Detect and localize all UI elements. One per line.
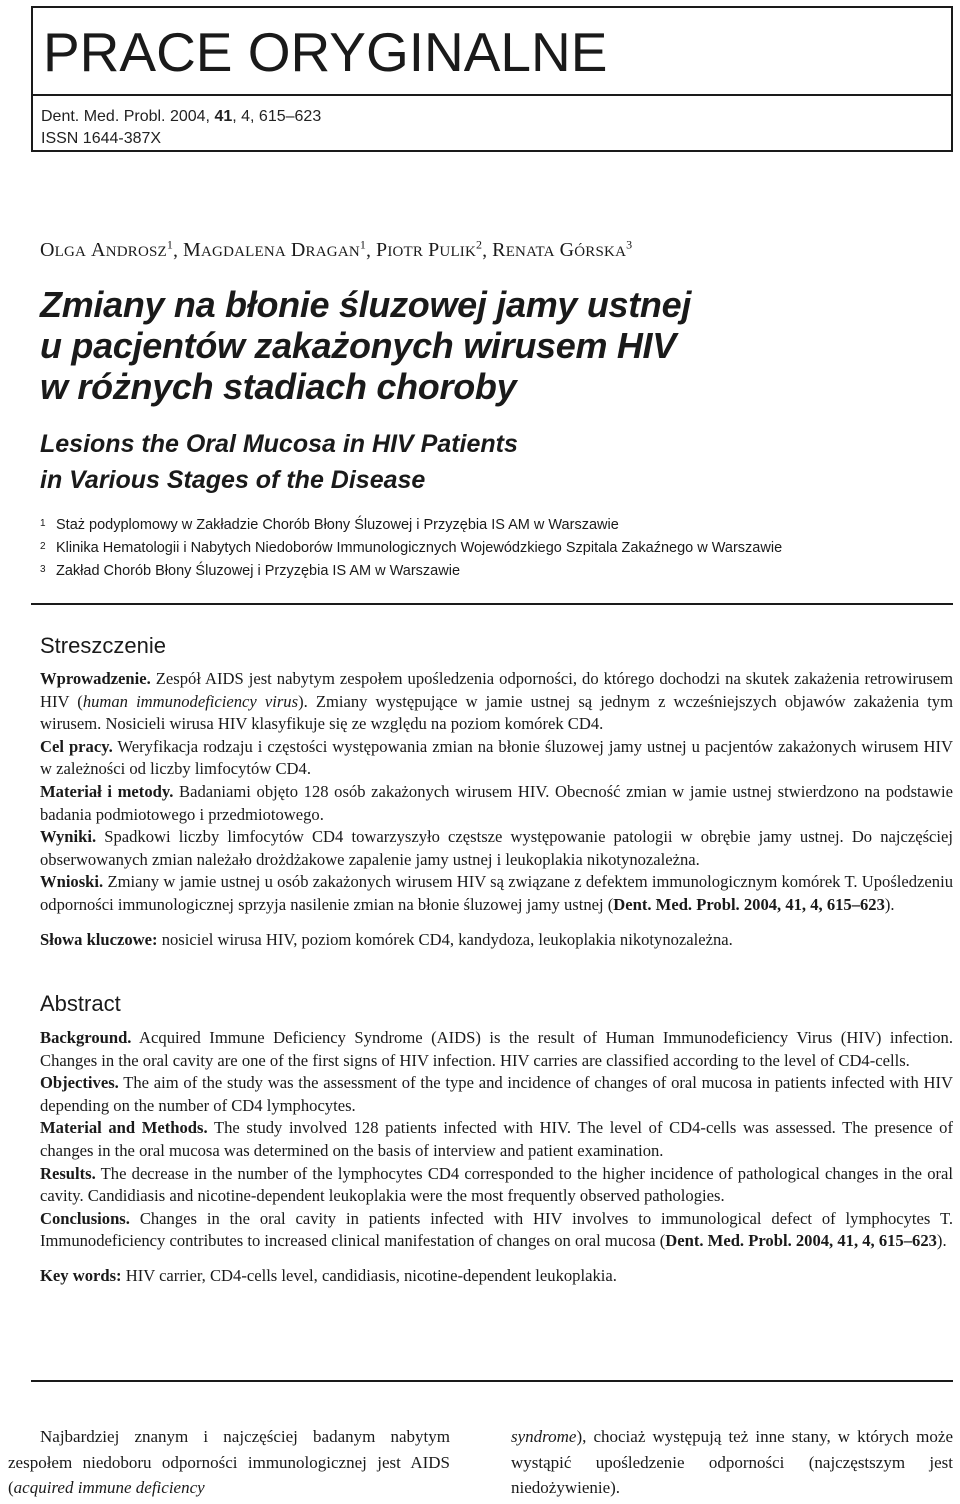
affiliation-item: $^2$ Klinika Hematologii i Nabytych Niedoborów Immunologicznych Wojewódzkiego Szpitala Zakaźnego w Warszawie — [40, 540, 783, 556]
abstract-heading: Abstract — [40, 991, 121, 1016]
citation-block — [33, 96, 951, 150]
divider-bottom — [31, 1380, 953, 1382]
journal-citation — [41, 106, 951, 128]
paragraph-methods: Material and Methods. The study involved 128 patients infected with HIV. The level of CD4-cells was assessed. The presence of changes in the oral mucosa was determined on the basis of interview and patient examination. — [40, 1118, 953, 1160]
section-header-box — [31, 6, 953, 152]
author: RENATA GÓRSKA$^3$ — [492, 238, 633, 262]
keywords-polish: Słowa kluczowe: nosiciel wirusa HIV, poziom komórek CD4, kandydoza, leukoplakia nikotynozależna. — [40, 929, 733, 949]
paragraph-material: Materiał i metody. Badaniami objęto 128 osób zakażonych wirusem HIV. Obecność zmian w jamie ustnej stwierdzono na podstawie badania podmiotowego i przedmiotowego. — [40, 781, 953, 824]
paragraph-wyniki: Wyniki. Spadkowi liczby limfocytów CD4 towarzyszyło częstsze występowanie patologii w obrębie jamy ustnej. Do najczęściej obserwowanych zmian należało drożdżakowe zapalenie jamy ustnej i leukoplakia nikotynozależna. — [40, 827, 953, 869]
abstract-body — [40, 1027, 953, 1288]
section-title: PRACE ORYGINALNE — [43, 20, 608, 83]
citation-volume: 41 — [214, 108, 233, 125]
article-title-polish: Zmiany na błonie śluzowej jamy ustnej u pacjentów zakażonych wirusem HIV w różnych stadiach choroby — [40, 284, 692, 407]
citation-year: 2004, — [169, 108, 210, 125]
article-title-english: Lesions the Oral Mucosa in HIV Patients in Various Stages of the Disease — [40, 430, 518, 494]
body-column-right: syndrome), chociaż występują też inne stany, w których może wystąpić upośledzenie odporności (najczęstszym jest niedożywienie). — [511, 1427, 953, 1497]
author: OLGA ANDROSZ$^1$ — [40, 238, 174, 262]
paragraph-results: Results. The decrease in the number of the lymphocytes CD4 corresponded to the higher incidence of pathological changes in the oral cavity. Candidiasis and nicotine-dependent leukoplakia were the most frequently observed pathologies. — [40, 1163, 953, 1206]
section-title-row — [33, 8, 951, 96]
paragraph-conclusions: Conclusions. Changes in the oral cavity in patients infected with HIV involves to immunological defect of lymphocytes T. Immunodeficiency contributes to increased clinical manifestation of changes on oral mucosa (Dent. Med. Probl. 2004, 41, 4, 615–623). — [40, 1208, 953, 1251]
streszczenie-body — [40, 668, 953, 951]
divider-top — [31, 603, 953, 605]
author: MAGDALENA DRAGAN$^1$ — [183, 238, 367, 262]
affiliation-item: $^1$ Staż podyplomowy w Zakładzie Chorób Błony Śluzowej i Przyzębia IS AM w Warszawie — [40, 517, 619, 533]
paragraph-cel: Cel pracy. Weryfikacja rodzaju i częstości występowania zmian na błonie śluzowej jamy ustnej u pacjentów zakażonych wirusem HIV w zależności od liczby limfocytów CD4. — [40, 736, 953, 779]
body-column-left: Najbardziej znanym i najczęściej badanym nabytym zespołem niedoboru odporności immunologicznej jest AIDS (acquired immune deficiency — [8, 1427, 450, 1497]
paragraph-objectives: Objectives. The aim of the study was the assessment of the type and incidence of changes of oral mucosa in patients infected with HIV depending on the number of CD4 lymphocytes. — [40, 1073, 953, 1115]
paragraph-wprowadzenie: Wprowadzenie. Zespół AIDS jest nabytym zespołem upośledzenia odporności, do którego dochodzi na skutek zakażenia retrowirusem HIV (human immunodeficiency virus). Zmiany występujące w jamie ustnej są jednym z wcześniejszych objawów zakażenia tym wirusem. Nosicieli wirusa HIV klasyfikuje się ze względu na poziom komórek CD4. — [40, 669, 954, 734]
journal-name: Dent. Med. Probl. — [41, 108, 166, 125]
citation-issue-pages: , 4, 615–623 — [232, 108, 322, 125]
paragraph-wnioski: Wnioski. Zmiany w jamie ustnej u osób zakażonych wirusem HIV są związane z defektem immunologicznym komórek T. Upośledzeniu odporności immunologicznej sprzyja nasilenie zmian na błonie śluzowej jamy ustnej (Dent. Med. Probl. 2004, 41, 4, 615–623). — [40, 872, 953, 914]
keywords-english: Key words: HIV carrier, CD4-cells level, candidiasis, nicotine-dependent leukoplakia. — [40, 1265, 617, 1285]
streszczenie-heading: Streszczenie — [40, 633, 166, 658]
affiliation-item: $^3$ Zakład Chorób Błony Śluzowej i Przyzębia IS AM w Warszawie — [40, 563, 461, 579]
issn: ISSN 1644-387X — [41, 130, 162, 147]
paragraph-background: Background. Acquired Immune Deficiency Syndrome (AIDS) is the result of Human Immunodeficiency Virus (HIV) infection. Changes in the oral cavity are one of the first signs of HIV infection. HIV carries are classified according to the level of CD4-cells. — [40, 1028, 953, 1070]
author: PIOTR PULIK$^2$ — [376, 238, 483, 262]
affiliations — [40, 514, 955, 583]
author-list: OLGA ANDROSZ$^1$, MAGDALENA DRAGAN$^1$, PIOTR PULIK$^2$, RENATA GÓRSKA$^3$ — [40, 238, 633, 262]
